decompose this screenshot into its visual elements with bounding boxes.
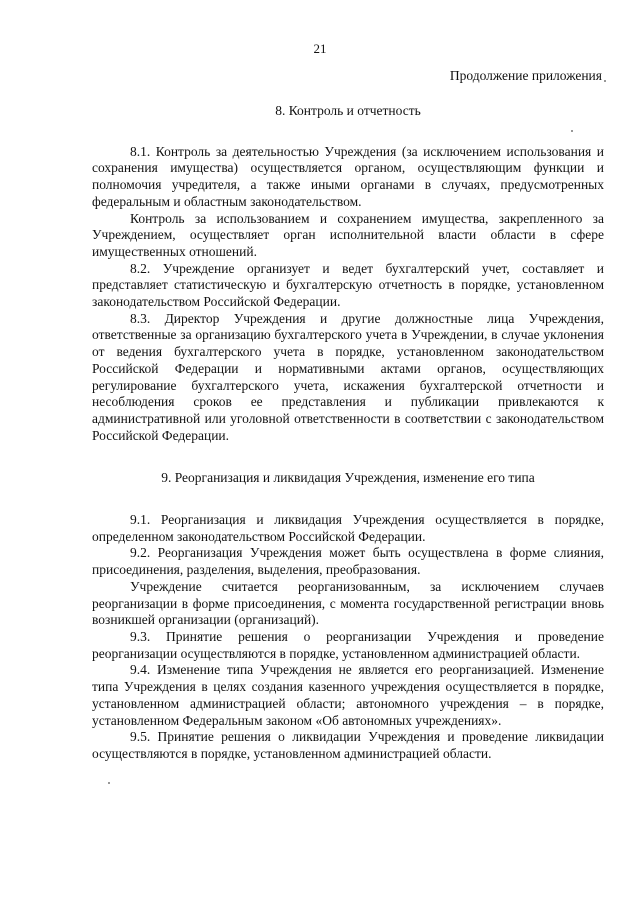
- section-8-heading: 8. Контроль и отчетность: [275, 103, 421, 118]
- paragraph-9-4: 9.4. Изменение типа Учреждения не является его реорганизацией. Изменение типа Учреждения в целях создания казенного учреждения осуществляется в порядке, установленном администрацией области; автономного учреждения – в порядке, установленном Федеральным законом «Об автономных учреждениях».: [92, 662, 604, 728]
- document-body: [92, 103, 604, 763]
- paragraph-9-5: 9.5. Принятие решения о ликвидации Учреждения и проведение ликвидации осуществляются в порядке, установленном администрацией области.: [92, 729, 604, 761]
- paragraph-8-3: 8.3. Директор Учреждения и другие должностные лица Учреждения, ответственные за организацию бухгалтерского учета в Учреждении, в случае уклонения от ведения бухгалтерского учета в порядке, установленном законодательством Российской Федерации и нормативными актами органов, осуществляющих регулирование бухгалтерского учета, искажения бухгалтерской отчетности и несоблюдения сроков ее представления и публикации привлекаются к административной или уголовной ответственности в соответствии с законодательством Российской Федерации.: [92, 310, 604, 443]
- scan-speck: [108, 782, 110, 784]
- scan-speck: [604, 80, 606, 82]
- paragraph-8-2: 8.2. Учреждение организует и ведет бухгалтерский учет, составляет и представляет статистическую и бухгалтерскую отчетность в порядке, установленном законодательством Российской Федерации.: [92, 260, 604, 310]
- section-9-heading: 9. Реорганизация и ликвидация Учреждения, изменение его типа: [161, 470, 535, 486]
- paragraph-9-3: 9.3. Принятие решения о реорганизации Учреждения и проведение реорганизации осуществляются в порядке, установленном администрацией области.: [92, 628, 604, 661]
- paragraph-8-1: 8.1. Контроль за деятельностью Учреждения (за исключением использования и сохранения имущества) осуществляется органом, осуществляющим функции и полномочия учредителя, а также иными органами в случаях, предусмотренных федеральным и областным законодательством.: [92, 143, 604, 209]
- paragraph-9-1: 9.1. Реорганизация и ликвидация Учреждения осуществляется в порядке, определенном законодательством Российской Федерации.: [92, 512, 604, 544]
- section-8: [92, 103, 604, 444]
- scan-speck: [571, 130, 573, 132]
- appendix-continuation-label: Продолжение приложения: [449, 68, 602, 83]
- section-9: [92, 470, 604, 762]
- paragraph-8-1-property-control: Контроль за использованием и сохранением имущества, закрепленного за Учреждением, осуществляет орган исполнительной власти области в сфере имущественных отношений.: [92, 210, 604, 259]
- page-number: 21: [313, 41, 327, 56]
- paragraph-9-2-reorganized-clause: Учреждение считается реорганизованным, за исключением случаев реорганизации в форме присоединения, с момента государственной регистрации вновь возникшей организации (организаций).: [92, 578, 604, 628]
- paragraph-9-2: 9.2. Реорганизация Учреждения может быть осуществлена в форме слияния, присоединения, разделения, выделения, преобразования.: [92, 545, 604, 578]
